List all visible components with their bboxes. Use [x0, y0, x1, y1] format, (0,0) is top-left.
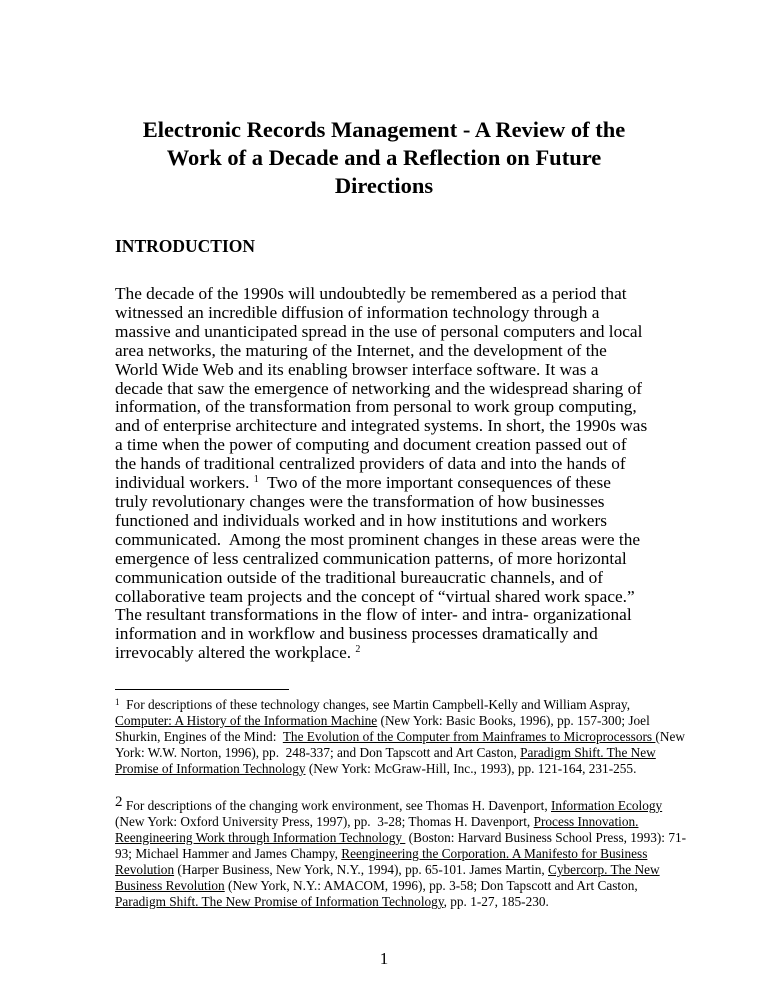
text-line: [115, 814, 686, 830]
text-segment: (Boston: Harvard Business School Press, 1993): 71-: [405, 830, 687, 845]
text-line: [115, 361, 647, 380]
text-segment: World Wide Web and its enabling browser interface software. It was a: [115, 359, 599, 379]
text-segment: communicated. Among the most prominent changes in these areas were the: [115, 529, 641, 549]
text-line: [115, 588, 647, 607]
text-line: [115, 493, 647, 512]
text-segment: functioned and individuals worked and in how institutions and workers: [115, 510, 607, 530]
text-segment: and of enterprise architecture and integrated systems. In short, the 1990s was: [115, 416, 648, 436]
text-line: [115, 455, 647, 474]
title-line: Directions: [334, 173, 434, 198]
text-line: [115, 531, 647, 550]
page-number: 1: [379, 949, 389, 968]
footnote-2: [115, 794, 686, 910]
section-heading: INTRODUCTION: [115, 236, 256, 256]
text-segment: the hands of traditional centralized providers of data and into the hands of: [115, 454, 626, 474]
text-line: [115, 745, 685, 761]
citation-title: Business Revolution: [115, 878, 225, 893]
footnote-reference: 1: [253, 474, 259, 486]
text-segment: communication outside of the traditional bureaucratic channels, and of: [115, 567, 604, 587]
text-line: [115, 794, 686, 814]
text-line: [115, 304, 647, 323]
citation-title: Computer: A History of the Information Machine: [115, 713, 378, 728]
text-segment: (New York: McGraw-Hill, Inc., 1993), pp. 121-164, 231-255.: [305, 761, 637, 776]
text-line: [115, 380, 647, 399]
text-segment: witnessed an incredible diffusion of information technology through a: [115, 302, 600, 322]
document-title: [0, 116, 768, 200]
text-segment: a time when the power of computing and document creation passed out of: [115, 435, 627, 455]
text-segment: 93; Michael Hammer and James Champy,: [115, 846, 342, 861]
text-line: [115, 625, 647, 644]
text-line: [115, 474, 647, 493]
footnote-1: [115, 694, 685, 777]
text-segment: information, of the transformation from personal to work group computing,: [115, 397, 637, 417]
citation-title: Paradigm Shift. The New Promise of Information Technology: [115, 894, 444, 909]
text-line: [115, 761, 685, 777]
text-line: [115, 713, 685, 729]
text-line: [115, 894, 686, 910]
citation-title: Revolution: [115, 862, 175, 877]
text-segment: emergence of less centralized communication patterns, of more horizontal: [115, 548, 627, 568]
citation-title: Process Innovation.: [533, 814, 639, 829]
text-segment: truly revolutionary changes were the transformation of how businesses: [115, 491, 605, 511]
footnote-marker: 1: [115, 697, 120, 707]
text-line: [115, 862, 686, 878]
text-segment: massive and unanticipated spread in the use of personal computers and local: [115, 321, 643, 341]
title-line: Work of a Decade and a Reflection on Future: [166, 145, 602, 170]
citation-title: Promise of Information Technology: [115, 761, 306, 776]
text-line: [115, 846, 686, 862]
text-segment: (New York: Oxford University Press, 1997), pp. 3-28; Thomas H. Davenport,: [115, 814, 534, 829]
text-segment: decade that saw the emergence of networking and the widespread sharing of: [115, 378, 643, 398]
text-segment: (New York, N.Y.: AMACOM, 1996), pp. 3-58; Don Tapscott and Art Caston,: [224, 878, 638, 893]
text-line: [115, 323, 647, 342]
text-segment: (New York: Basic Books, 1996), pp. 157-300; Joel: [377, 713, 650, 728]
text-segment: For descriptions of the changing work environment, see Thomas H. Davenport,: [122, 798, 551, 813]
text-segment: collaborative team projects and the concept of “virtual shared work space.”: [115, 586, 635, 606]
text-segment: York: W.W. Norton, 1996), pp. 248-337; and Don Tapscott and Art Caston,: [115, 745, 521, 760]
text-segment: irrevocably altered the workplace.: [115, 643, 356, 663]
footnote-marker: 2: [115, 794, 123, 810]
text-line: [115, 342, 647, 361]
title-line: Electronic Records Management - A Review of the: [142, 117, 626, 142]
text-line: [115, 285, 647, 304]
footnote-separator: [115, 689, 289, 690]
text-segment: area networks, the maturing of the Internet, and the development of the: [115, 340, 607, 360]
text-segment: (Harper Business, New York, N.Y., 1994), pp. 65-101. James Martin,: [174, 862, 548, 877]
text-segment: The resultant transformations in the flow of inter- and intra- organizational: [115, 605, 632, 625]
text-segment: For descriptions of these technology changes, see Martin Campbell-Kelly and William Aspray,: [119, 697, 631, 712]
text-segment: information and in workflow and business processes dramatically and: [115, 624, 598, 644]
text-line: [115, 436, 647, 455]
text-segment: Two of the more important consequences of these: [258, 473, 611, 493]
text-line: [115, 830, 686, 846]
text-line: [115, 729, 685, 745]
text-line: [115, 694, 685, 713]
text-line: [115, 417, 647, 436]
text-line: [115, 512, 647, 531]
citation-title: Paradigm Shift. The New: [520, 745, 656, 760]
text-line: [115, 569, 647, 588]
text-segment: Shurkin, Engines of the Mind:: [115, 729, 283, 744]
citation-title: Cybercorp. The New: [548, 862, 660, 877]
text-line: [115, 644, 647, 663]
text-segment: The decade of the 1990s will undoubtedly be remembered as a period that: [115, 284, 627, 303]
citation-title: The Evolution of the Computer from Mainframes to Microprocessors: [282, 729, 656, 744]
text-line: [115, 606, 647, 625]
body-paragraph: [115, 285, 647, 663]
footnote-reference: 2: [355, 644, 361, 656]
text-segment: individual workers.: [115, 473, 254, 493]
text-segment: (New: [655, 729, 685, 744]
citation-title: Reengineering Work through Information Technology: [115, 830, 406, 845]
text-segment: , pp. 1-27, 185-230.: [443, 894, 549, 909]
text-line: [115, 878, 686, 894]
text-line: [115, 550, 647, 569]
text-line: [115, 398, 647, 417]
citation-title: Information Ecology: [551, 798, 663, 813]
citation-title: Reengineering the Corporation. A Manifesto for Business: [341, 846, 648, 861]
